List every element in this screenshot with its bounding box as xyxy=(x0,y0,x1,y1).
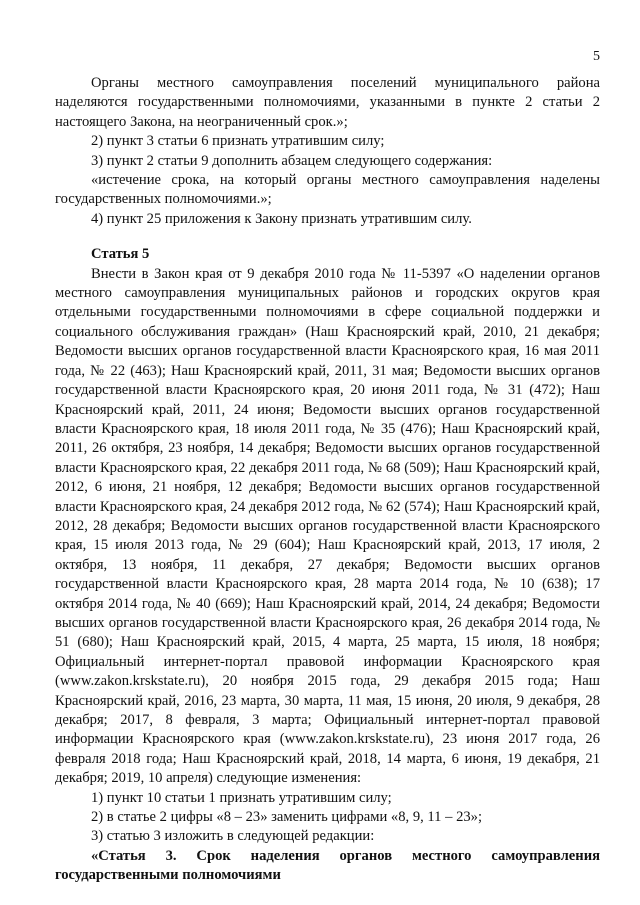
change-item-2: 2) в статье 2 цифры «8 – 23» заменить цифрами «8, 9, 11 – 23»; xyxy=(91,809,483,826)
section-spacer xyxy=(55,229,600,245)
change-item-1: 1) пункт 10 статьи 1 признать утратившим силу; xyxy=(91,789,392,806)
article-5-intro: Внести в Закон края от 9 декабря 2010 года № 11-5397 «О наделении органов местного самоуправления муниципальных районов и городских округов края отдельными государственными полномочиями в сфере социальной поддержки и социального обслуживания граждан» (Наш Красноярский край, 2010, 21 декабря; Ведомости высших органов государственной власти Красноярского края, 16 мая 2011 года, № 22 (463); Наш Красноярский край, 2011, 31 мая; Ведомости высших органов государственной власти Красноярского края, 20 июня 2011 года, № 31 (472); Наш Красноярский край, 2011, 24 июня; Ведомости высших органов государственной власти Красноярского края, 18 июля 2011 года, № 35 (476); Наш Красноярский край, 2011, 26 октября, 23 ноября, 14 декабря; Ведомости высших органов государственной власти Красноярского края, 22 декабря 2011 года, № 68 (509); Наш Красноярский край, 2012, 6 июня, 21 ноября, 12 декабря; Ведомости высших органов государственной власти Красноярского края, 24 декабря 2012 года, № 62 (574); Наш Красноярский край, 2012, 28 декабря; Ведомости высших органов государственной власти Красноярского края, 15 июля 2013 года, № 29 (604); Наш Красноярский край, 2013, 17 июля, 2 октября, 13 ноября, 11 декабря, 27 декабря; Ведомости высших органов государственной власти Красноярского края, 28 марта 2014 года, № 10 (638); 17 октября 2014 года, № 40 (669); Наш Красноярский край, 2014, 24 декабря; Ведомости высших органов государственной власти Красноярского края, 26 декабря 2014 года, № 51 (680); Наш Красноярский край, 2015, 4 марта, 25 марта, 15 июля, 18 ноября; Официальный интернет-портал правовой информации Красноярского края (www.zakon.krskstate.ru), 20 ноября 2015 года, 29 декабря 2015 года; Наш Красноярский край, 2016, 23 марта, 30 марта, 11 мая, 15 июня, 20 июля, 9 декабря, 28 декабря; 2017, 8 февраля, 3 марта; Официальный интернет-портал правовой информации Красноярского края (www.zakon.krskstate.ru), 23 июня 2017 года, 26 февраля 2018 года; Наш Красноярский край, 2018, 14 марта, 6 июня, 19 декабря, 21 декабря; 2019, 10 апреля) следующие изменения: xyxy=(55,265,600,787)
amendment-item-2: 2) пункт 3 статьи 6 признать утратившим силу; xyxy=(91,133,385,150)
article-heading: Статья 5 xyxy=(91,246,150,263)
new-article-3-heading: «Статья 3. Срок наделения органов местного самоуправления государственными полномочиями xyxy=(55,847,600,884)
amendment-quote: «истечение срока, на который органы местного самоуправления наделены государственных полномочиями.»; xyxy=(55,172,600,208)
amendment-item-3: 3) пункт 2 статьи 9 дополнить абзацем следующего содержания: xyxy=(91,152,493,169)
paragraph-local-government-powers: Органы местного самоуправления поселений муниципального района наделяются государственными полномочиями, указанными в пункте 2 статьи 2 настоящего Закона, на неограниченный срок.»; xyxy=(55,75,600,130)
amendment-item-4: 4) пункт 25 приложения к Закону признать утратившим силу. xyxy=(91,210,472,227)
page-number: 5 xyxy=(593,49,600,64)
change-item-3: 3) статью 3 изложить в следующей редакции: xyxy=(91,828,375,845)
document-body xyxy=(55,74,600,886)
